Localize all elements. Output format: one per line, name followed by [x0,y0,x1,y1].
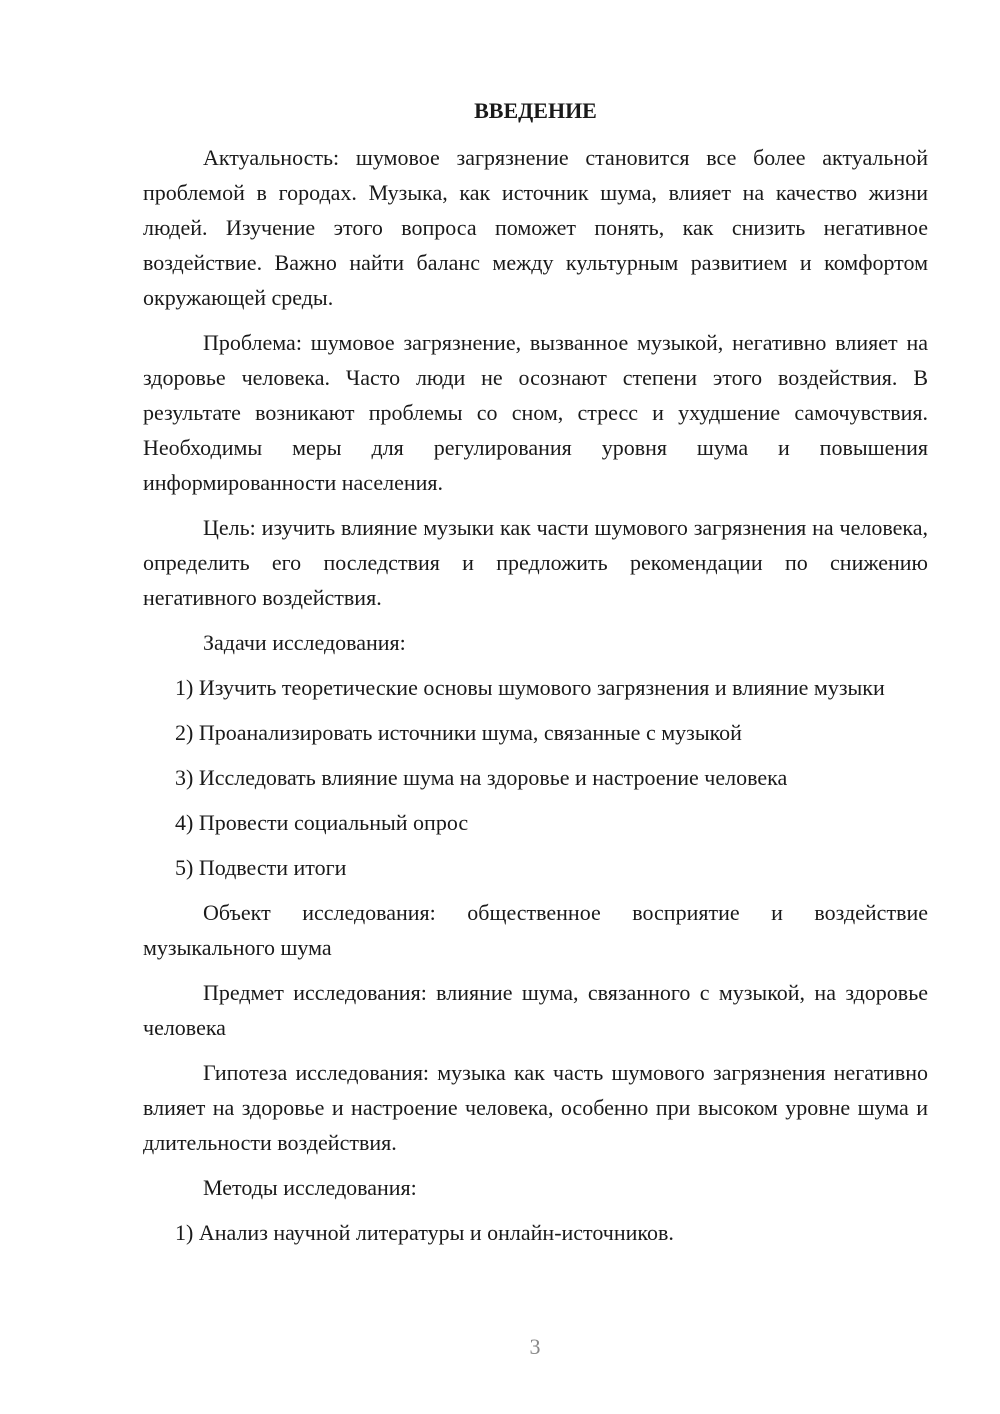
section-heading: ВВЕДЕНИЕ [474,98,597,123]
methods-label: Методы исследования: [203,1175,417,1200]
hypothesis-paragraph: Гипотеза исследования: музыка как часть шумового загрязнения негативно влияет на здоровье и настроение человека, особенно при высоком уровне шума и длительности воздействия. [143,1060,928,1155]
problem-paragraph: Проблема: шумовое загрязнение, вызванное музыкой, негативно влияет на здоровье человека. Часто люди не осознают степени этого воздействия. В результате возникают проблемы со сном, стресс и ухудшение самочувствия. Необходимы меры для регулирования уровня шума и повышения информированности населения. [143,330,928,495]
method-item: 1) Анализ научной литературы и онлайн-источников. [175,1220,674,1245]
subject-paragraph: Предмет исследования: влияние шума, связанного с музыкой, на здоровье человека [143,980,928,1040]
page-number: 3 [529,1334,541,1359]
object-paragraph: Объект исследования: общественное восприятие и воздействие музыкального шума [143,900,928,960]
tasks-label: Задачи исследования: [203,630,406,655]
task-item: 4) Провести социальный опрос [175,810,469,835]
task-item: 5) Подвести итоги [175,855,347,880]
task-item: 1) Изучить теоретические основы шумового загрязнения и влияние музыки [175,675,885,700]
goal-paragraph: Цель: изучить влияние музыки как части шумового загрязнения на человека, определить его последствия и предложить рекомендации по снижению негативного воздействия. [143,515,928,610]
page-content [143,96,928,1260]
relevance-paragraph: Актуальность: шумовое загрязнение становится все более актуальной проблемой в городах. Музыка, как источник шума, влияет на качество жизни людей. Изучение этого вопроса поможет понять, как снизить негативное воздействие. Важно найти баланс между культурным развитием и комфортом окружающей среды. [143,145,928,310]
task-item: 2) Проанализировать источники шума, связанные с музыкой [175,720,742,745]
task-item: 3) Исследовать влияние шума на здоровье и настроение человека [175,765,788,790]
